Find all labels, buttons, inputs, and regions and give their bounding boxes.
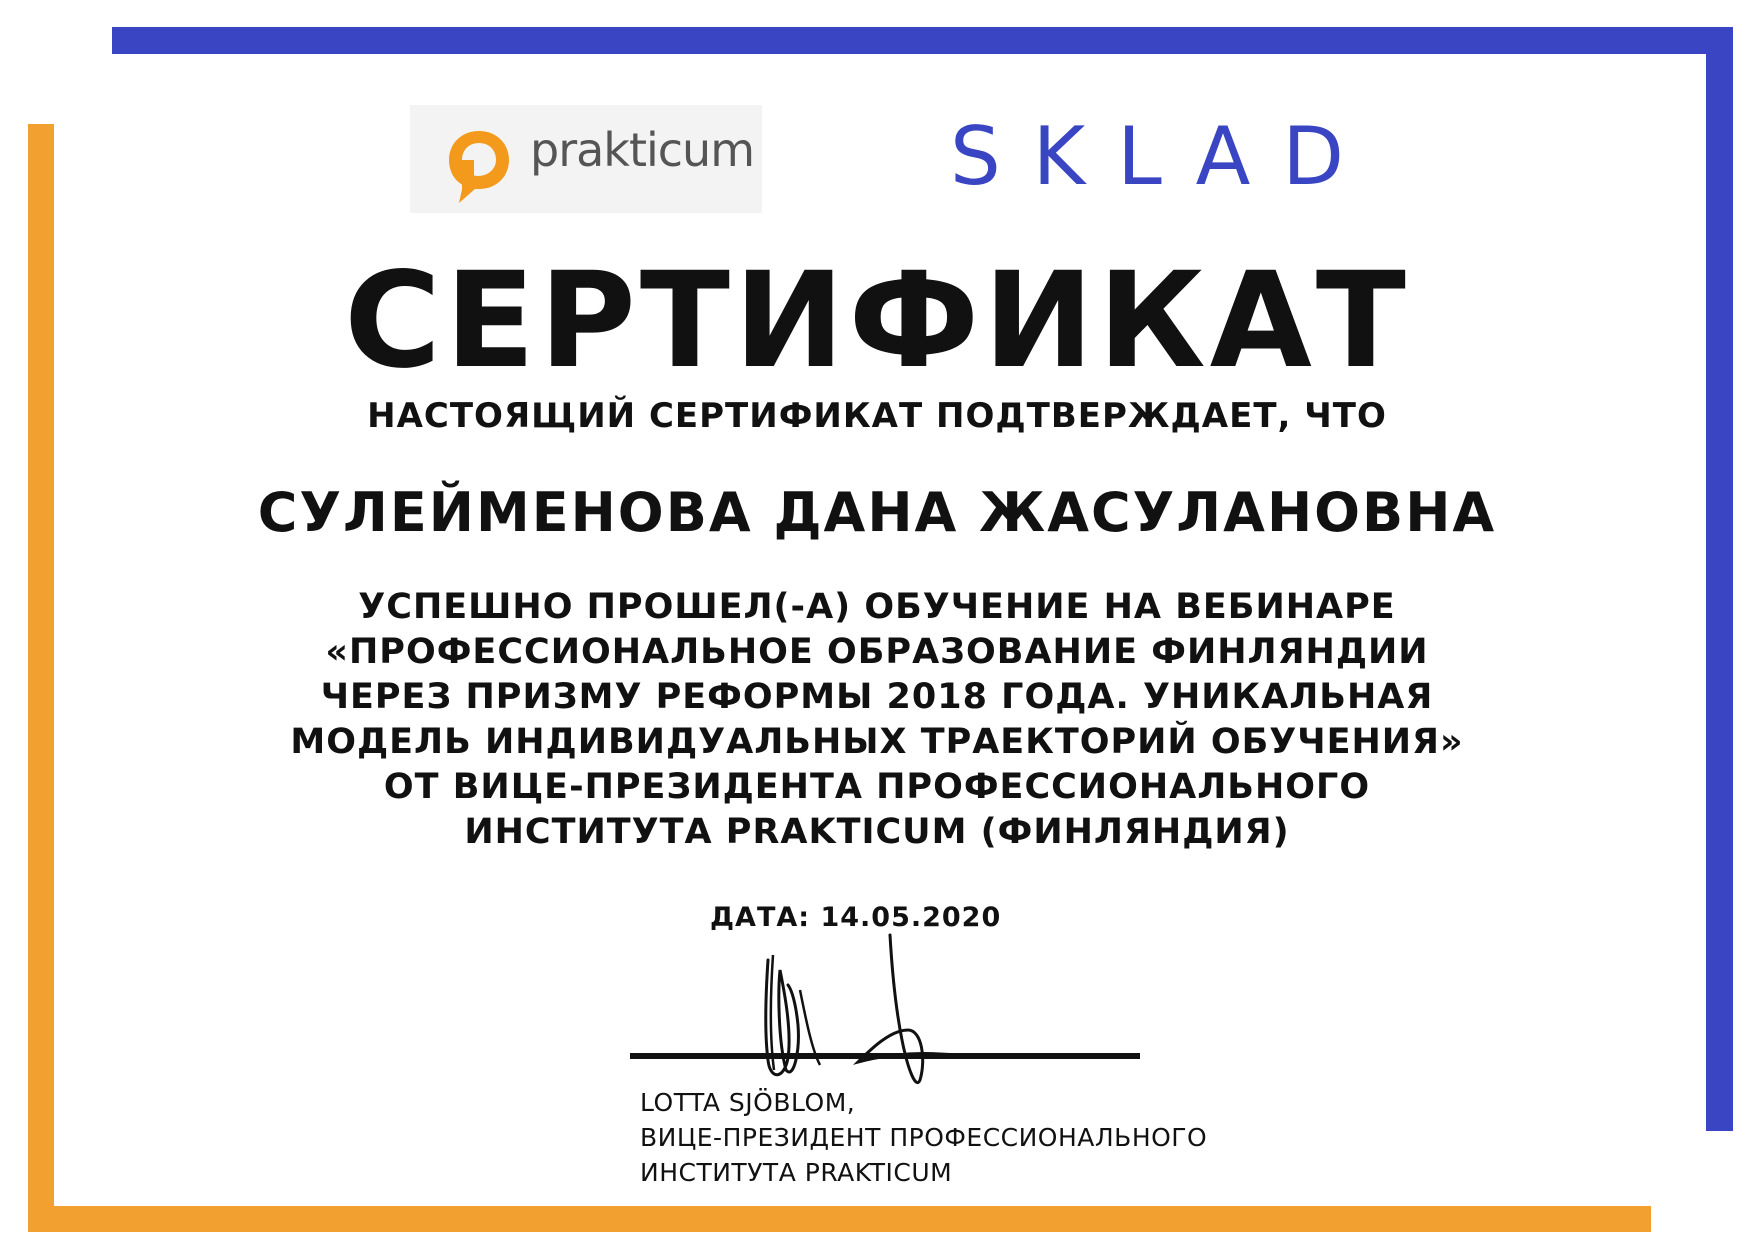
- speech-bubble-p-icon: [445, 127, 513, 205]
- body-line: ИНСТИТУТА PRAKTICUM (ФИНЛЯНДИЯ): [464, 812, 1290, 852]
- prakticum-logo-text: prakticum: [530, 123, 755, 177]
- signer-block: [640, 1085, 1207, 1190]
- signer-position: ВИЦЕ-ПРЕЗИДЕНТ ПРОФЕССИОНАЛЬНОГО: [640, 1123, 1208, 1152]
- prakticum-logo: [410, 105, 762, 213]
- handwritten-signature: [740, 930, 1060, 1100]
- frame-bottom-orange-bar: [28, 1206, 1651, 1232]
- frame-right-blue-bar: [1706, 27, 1733, 1131]
- certificate-subtitle: НАСТОЯЩИЙ СЕРТИФИКАТ ПОДТВЕРЖДАЕТ, ЧТО: [367, 396, 1387, 436]
- body-line: УСПЕШНО ПРОШЕЛ(-А) ОБУЧЕНИЕ НА ВЕБИНАРЕ: [358, 587, 1396, 627]
- recipient-name: СУЛЕЙМЕНОВА ДАНА ЖАСУЛАНОВНА: [257, 481, 1497, 544]
- certificate-body: [0, 585, 1754, 855]
- body-line: ЧЕРЕЗ ПРИЗМУ РЕФОРМЫ 2018 ГОДА. УНИКАЛЬНАЯ: [320, 677, 1434, 717]
- frame-top-blue-bar: [112, 27, 1733, 54]
- signature-line: [630, 1053, 1140, 1059]
- body-line: «ПРОФЕССИОНАЛЬНОЕ ОБРАЗОВАНИЕ ФИНЛЯНДИИ: [325, 632, 1429, 672]
- certificate-title: СЕРТИФИКАТ: [344, 244, 1410, 398]
- body-line: МОДЕЛЬ ИНДИВИДУАЛЬНЫХ ТРАЕКТОРИЙ ОБУЧЕНИЯ»: [290, 722, 1464, 762]
- signer-name: LOTTA SJÖBLOM,: [640, 1088, 856, 1117]
- sklad-logo: SKLAD: [950, 110, 1376, 203]
- signer-organization: ИНСТИТУТА PRAKTICUM: [640, 1158, 953, 1187]
- certificate-date: ДАТА: 14.05.2020: [710, 902, 1002, 933]
- body-line: ОТ ВИЦЕ-ПРЕЗИДЕНТА ПРОФЕССИОНАЛЬНОГО: [383, 767, 1371, 807]
